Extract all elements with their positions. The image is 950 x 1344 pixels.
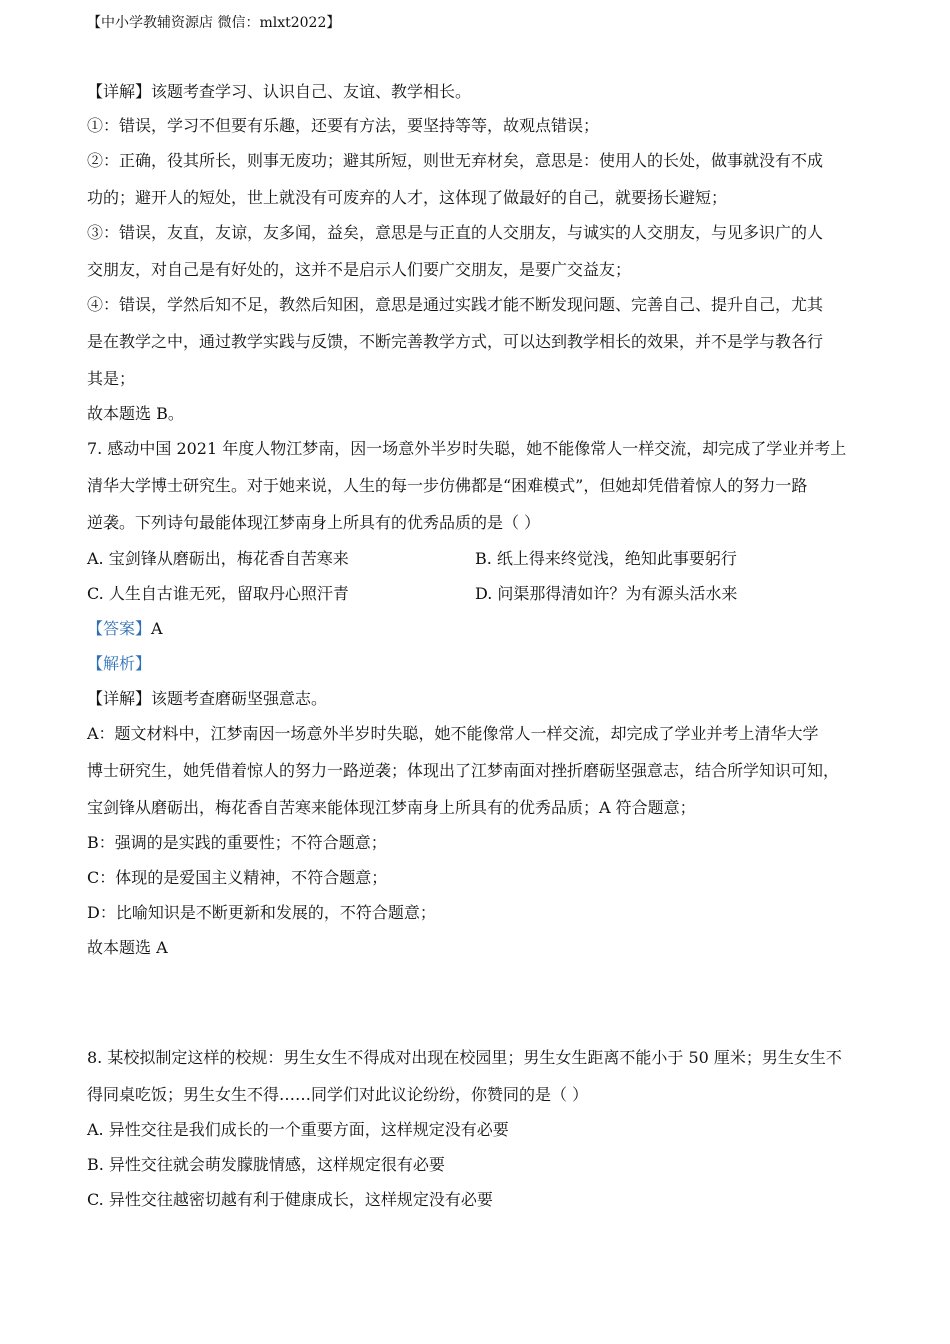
q7-d-line: D：比喻知识是不断更新和发展的，不符合题意； [87,903,436,922]
q7-analysis-label: 【解析】 [87,654,152,673]
q7-a-line2: 博士研究生，她凭借着惊人的努力一路逆袭；体现出了江梦南面对挫折磨砺坚强意志，结合所学知识可知， [87,761,840,780]
q6-item4-line3: 其是； [87,369,136,388]
q7-stem-line3: 逆袭。下列诗句最能体现江梦南身上所具有的优秀品质的是（ ） [87,513,541,532]
q7-stem-line2: 清华大学博士研究生。对于她来说，人生的每一步仿佛都是“困难模式”，但她却凭借着惊人的努力一路 [87,476,808,495]
q6-item3-line1: ③：错误，友直，友谅，友多闻，益矣，意思是与正直的人交朋友，与诚实的人交朋友，与见多识广的人 [87,223,824,242]
q7-a-line3: 宝剑锋从磨砺出，梅花香自苦寒来能体现江梦南身上所具有的优秀品质；A 符合题意； [87,798,696,817]
q6-item2-line1: ②：正确，役其所长，则事无废功；避其所短，则世无弃材矣，意思是：使用人的长处，做事就没有不成 [87,151,824,170]
q7-detail: 【详解】该题考查磨砺坚强意志。 [87,689,328,708]
q7-answer-value: A [151,619,163,638]
q7-a-line1: A：题文材料中，江梦南因一场意外半岁时失聪，她不能像常人一样交流，却完成了学业并考上清华大学 [87,724,819,743]
q6-item4-line2: 是在教学之中，通过教学实践与反馈，不断完善教学方式，可以达到教学相长的效果，并不是学与教各行 [87,332,824,351]
q6-item2-line2: 功的；避开人的短处，世上就没有可废弃的人才，这体现了做最好的自己，就要扬长避短； [87,188,728,207]
q6-item3-line2: 交朋友，对自己是有好处的，这并不是启示人们要广交朋友，是要广交益友； [87,260,632,279]
q6-item1: ①：错误，学习不但要有乐趣，还要有方法，要坚持等等，故观点错误； [87,116,600,135]
q7-option-b: B. 纸上得来终觉浅，绝知此事要躬行 [475,549,737,568]
q8-stem-line1: 8. 某校拟制定这样的校规：男生女生不得成对出现在校园里；男生女生距离不能小于 50 厘米；男生女生不 [87,1048,842,1067]
q7-option-d: D. 问渠那得清如许？为有源头活水来 [475,584,738,603]
q6-item4-line1: ④：错误，学然后知不足，教然后知困，意思是通过实践才能不断发现问题、完善自己、提升自己，尤其 [87,295,824,314]
q8-option-c: C. 异性交往越密切越有利于健康成长，这样规定没有必要 [87,1190,493,1209]
q7-answer-label: 【答案】 [87,619,152,638]
q7-b-line: B：强调的是实践的重要性；不符合题意； [87,833,387,852]
page-header: 【中小学教辅资源店 微信：mlxt2022】 [87,15,341,31]
q6-conclusion: 故本题选 B。 [87,404,184,423]
q8-option-a: A. 异性交往是我们成长的一个重要方面，这样规定没有必要 [87,1120,509,1139]
q7-option-a: A. 宝剑锋从磨砺出，梅花香自苦寒来 [87,549,349,568]
q7-c-line: C：体现的是爱国主义精神，不符合题意； [87,868,388,887]
q8-stem-line2: 得同桌吃饭；男生女生不得……同学们对此议论纷纷，你赞同的是（ ） [87,1085,589,1104]
q7-option-c: C. 人生自古谁无死，留取丹心照汗青 [87,584,349,603]
q7-answer [87,618,163,640]
q7-stem-line1: 7. 感动中国 2021 年度人物江梦南，因一场意外半岁时失聪，她不能像常人一样交流，却完成了学业并考上 [87,439,847,458]
q6-detail: 【详解】该题考查学习、认识自己、友谊、教学相长。 [87,82,472,101]
q7-conclusion: 故本题选 A [87,938,168,957]
q8-option-b: B. 异性交往就会萌发朦胧情感，这样规定很有必要 [87,1155,445,1174]
